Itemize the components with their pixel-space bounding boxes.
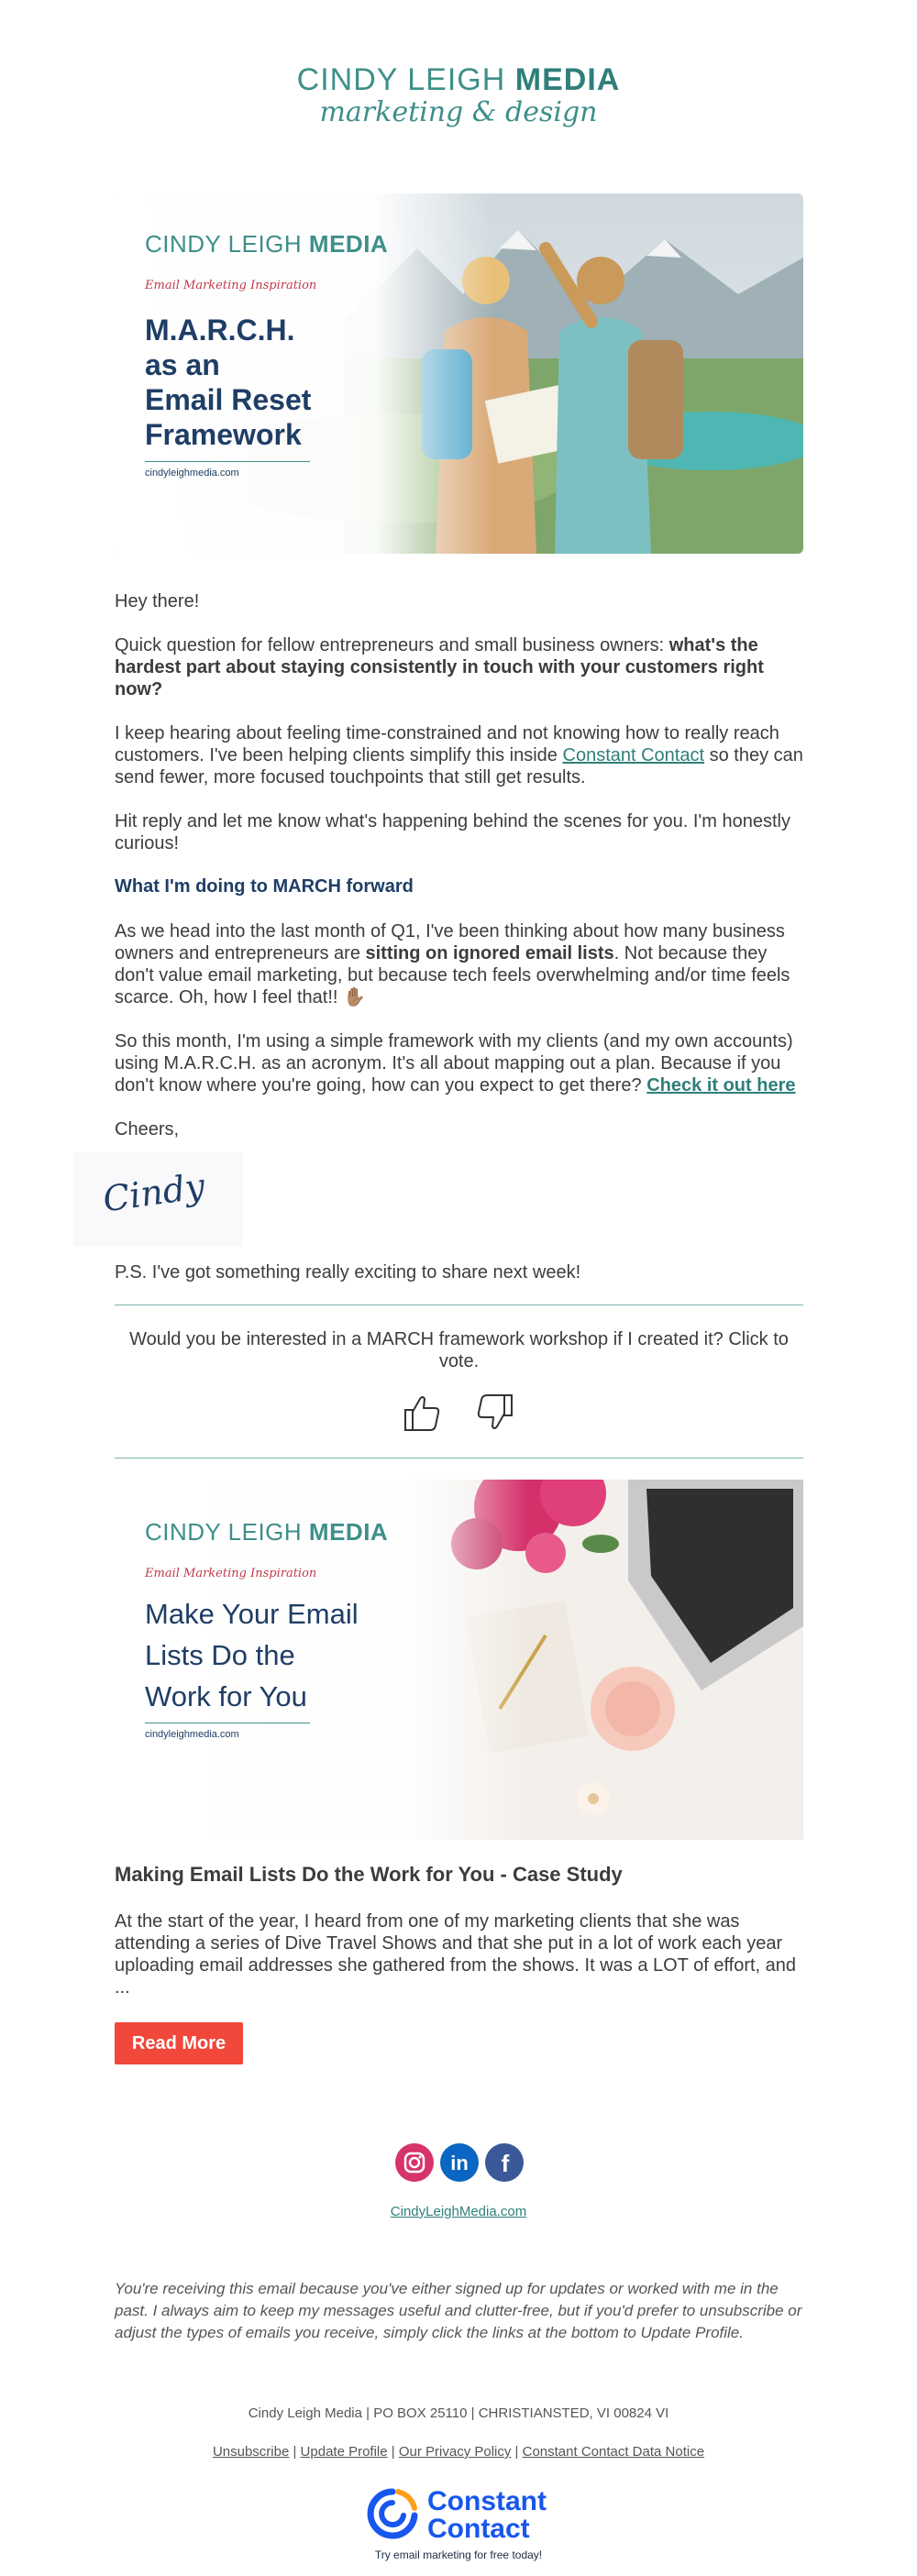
para2-before: I keep hearing about feeling time-constrained and not knowing how to really reach customers. I've been helping clients simplify this inside [115, 723, 779, 765]
link-separator: | [289, 2444, 301, 2460]
check-it-out-link[interactable]: Check it out here [646, 1075, 796, 1095]
hero-image[interactable] [115, 193, 803, 554]
footer-links [0, 2444, 917, 2460]
postal-address: Cindy Leigh Media | PO BOX 25110 | CHRISTIANSTED, VI 00824 VI [248, 2405, 669, 2421]
article-image-site: cindyleighmedia.com [145, 1729, 239, 1740]
article-image-title-line: Work for You [145, 1680, 307, 1712]
constant-contact-link[interactable]: Constant Contact [562, 745, 705, 765]
site-link[interactable]: CindyLeighMedia.com [390, 2204, 527, 2219]
hero-kicker: Email Marketing Inspiration [145, 279, 317, 292]
instagram-icon[interactable] [395, 2143, 434, 2182]
link-separator: | [387, 2444, 399, 2460]
logo-name-bold: MEDIA [514, 62, 621, 97]
hero-brand-light: CINDY LEIGH [145, 230, 303, 258]
read-more-button[interactable]: Read More [115, 2022, 243, 2064]
question-intro: Quick question for fellow entrepreneurs and small business owners: [115, 635, 669, 655]
signoff-text: Cheers, [115, 1119, 180, 1139]
paragraph-framework [115, 1030, 803, 1096]
poll-question: Would you be interested in a MARCH framework workshop if I created it? Click to vote. [129, 1329, 789, 1371]
cc-wordmark-line: Constant [427, 2486, 547, 2516]
svg-text:f: f [501, 2150, 510, 2177]
greeting-text: Hey there! [115, 591, 200, 611]
article-brand-bold: MEDIA [308, 1518, 389, 1546]
signature-text: Cindy [100, 1165, 208, 1220]
logo-wordmark [0, 62, 917, 98]
hero-site: cindyleighmedia.com [145, 468, 239, 479]
link-separator: | [511, 2444, 523, 2460]
paragraph-constant-contact [115, 722, 803, 788]
postscript [115, 1261, 803, 1283]
question-paragraph [115, 634, 803, 700]
para4-before: As we head into the last month of Q1, I've been thinking about how many business owners and entrepreneurs are [115, 921, 785, 963]
article-image[interactable] [115, 1480, 803, 1840]
facebook-icon[interactable] [485, 2143, 524, 2182]
article-brand-light: CINDY LEIGH [145, 1518, 303, 1546]
raised-hand-emoji: ✋🏽 [343, 987, 366, 1007]
subscription-notice: You're receiving this email because you've either signed up for updates or worked with me in the past. I always aim to keep my messages useful and clutter-free, but if you'd prefer to unsubscribe or adjust the types of emails you receive, simply click the links at the bottom to Update Profile. [115, 2280, 802, 2341]
cc-tagline[interactable]: Try email marketing for free today! [374, 2548, 543, 2561]
para5-before: So this month, I'm using a simple framework with my clients (and my own accounts) using M.A.R.C.H. as an acronym. It's all about mapping out a plan. Because if you don't know where you're going, how can you expect to get there? [115, 1031, 793, 1095]
para2-after: so they can send fewer, more focused touchpoints that still get results. [115, 745, 803, 787]
update-profile-link[interactable]: Update Profile [300, 2444, 388, 2460]
article-image-title [145, 1593, 457, 1717]
article-image-text [145, 1518, 457, 1740]
paragraph-reply [115, 810, 803, 854]
hero-title-line: M.A.R.C.H. [145, 314, 295, 347]
hero-rule [145, 461, 310, 462]
signature-image [73, 1152, 243, 1247]
thumbs-up-icon[interactable] [398, 1390, 444, 1436]
divider-bottom [115, 1458, 803, 1459]
hero-title-line: Email Reset [145, 383, 312, 416]
hero-title [145, 313, 438, 452]
ps-text: P.S. I've got something really exciting to share next week! [115, 1262, 581, 1282]
hero-title-line: Framework [145, 418, 302, 451]
logo-tagline: marketing & design [319, 96, 598, 128]
linkedin-icon[interactable] [440, 2143, 479, 2182]
logo-name-light: CINDY LEIGH [296, 62, 506, 97]
question-bold: what's the hardest part about staying consistently in touch with your customers right now? [115, 635, 764, 699]
article-image-kicker: Email Marketing Inspiration [145, 1567, 317, 1580]
para4-bold: sitting on ignored email lists [365, 943, 614, 963]
privacy-policy-link[interactable]: Our Privacy Policy [398, 2444, 512, 2460]
article-image-title-line: Lists Do the [145, 1639, 295, 1671]
para4-after: . Not because they don't value email marketing, but because tech feels overwhelming and/or time feels scarce. Oh, how I feel that!! [115, 943, 790, 1007]
hero-title-line: as an [145, 348, 220, 381]
signoff [115, 1118, 803, 1140]
svg-text:in: in [450, 2152, 469, 2174]
article-excerpt-text: At the start of the year, I heard from one of my marketing clients that she was attending a series of Dive Travel Shows and that she put in a lot of work each year uploading email addresses she gathered from the shows. It was a LOT of effort, and ... [115, 1911, 797, 1998]
constant-contact-logo[interactable] [365, 2484, 558, 2545]
site-link-wrapper [0, 2204, 917, 2219]
greeting [115, 590, 803, 612]
header-logo[interactable] [0, 62, 917, 128]
hero-text-block [145, 230, 438, 479]
cc-wordmark-line: Contact [427, 2514, 530, 2544]
article-image-brand [145, 1518, 457, 1547]
data-notice-link[interactable]: Constant Contact Data Notice [522, 2444, 705, 2460]
article-title[interactable]: Making Email Lists Do the Work for You - Case Study [115, 1863, 623, 1886]
cc-wordmark [427, 2488, 547, 2543]
para3-text: Hit reply and let me know what's happening behind the scenes for you. I'm honestly curious! [115, 811, 790, 853]
hero-brand-bold: MEDIA [308, 230, 389, 258]
hero-brand [145, 230, 438, 259]
thumbs-down-icon[interactable] [473, 1390, 519, 1436]
article-excerpt [115, 1910, 803, 1998]
unsubscribe-link[interactable]: Unsubscribe [212, 2444, 290, 2460]
section-heading: What I'm doing to MARCH forward [115, 876, 414, 897]
article-image-title-line: Make Your Email [145, 1598, 359, 1630]
paragraph-march [115, 920, 803, 1008]
